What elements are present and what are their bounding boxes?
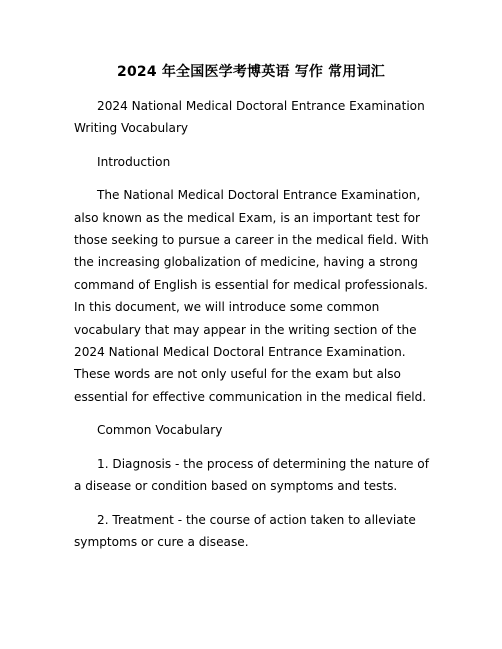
vocabulary-item-diagnosis: 1. Diagnosis - the process of determining the nature of a disease or condition based on symptoms and tests.: [74, 456, 429, 494]
document-body: [74, 95, 438, 564]
vocabulary-item-treatment: 2. Treatment - the course of action taken to alleviate symptoms or cure a disease.: [74, 512, 416, 549]
subtitle-paragraph: 2024 National Medical Doctoral Entrance Examination Writing Vocabulary: [74, 99, 425, 136]
common-vocabulary-heading: Common Vocabulary: [97, 423, 223, 438]
introduction-paragraph: The National Medical Doctoral Entrance Examination, also known as the medical Exam, is an important test for those seeking to pursue a career in the medical field. With the increasing globalization of medicine, having a strong command of English is essential for medical professionals. In this document, we will introduce some common vocabulary that may appear in the writing section of the 2024 National Medical Doctoral Entrance Examination. These words are not only useful for the exam but also essential for effective communication in the medical field.: [74, 188, 429, 404]
introduction-heading: Introduction: [97, 154, 171, 169]
document-title: 2024 年全国医学考博英语 写作 常用词汇: [117, 64, 385, 80]
